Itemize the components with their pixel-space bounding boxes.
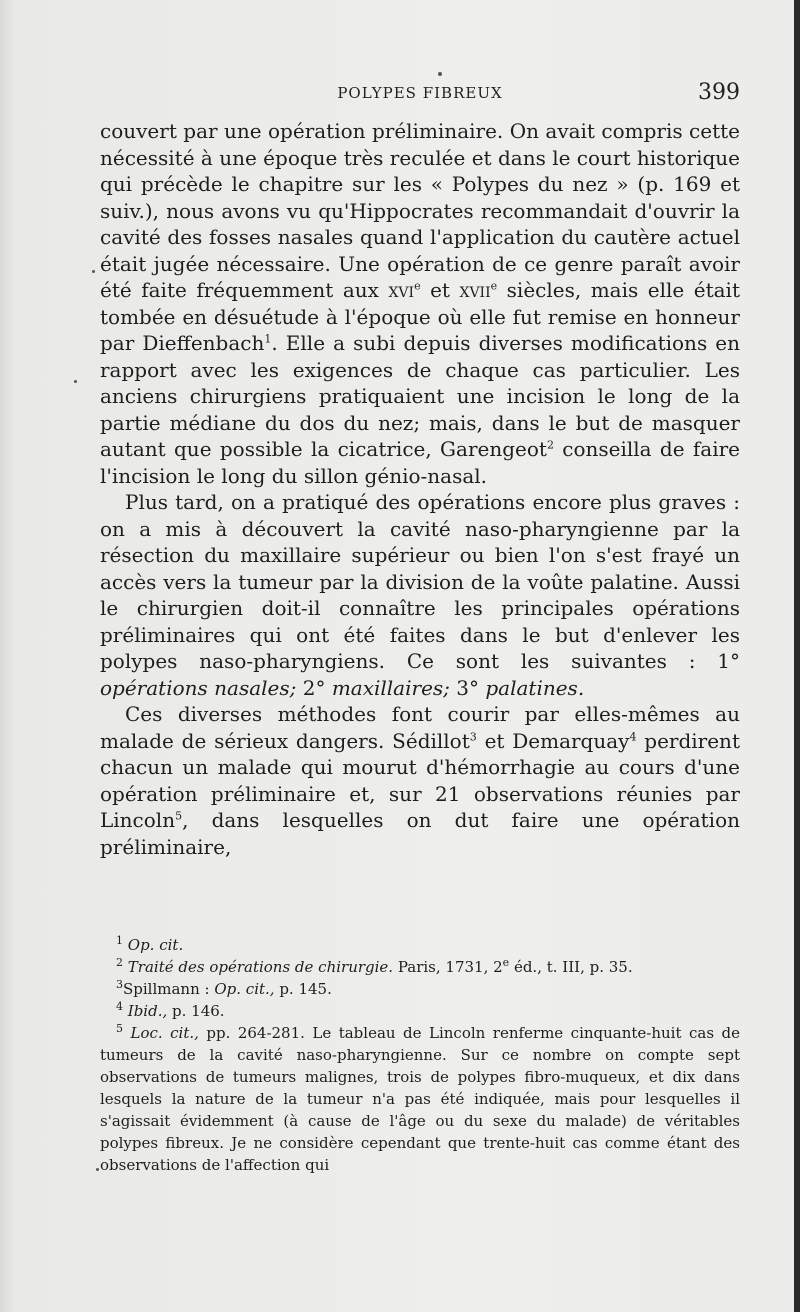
- footnote-3: $^3$Spillmann : Op. cit., p. 145.: [116, 978, 332, 998]
- footnote-1: $^1$ Op. cit.: [116, 934, 184, 954]
- page-number: 399: [698, 80, 740, 105]
- paragraph-1: couvert par une opération préliminaire. On avait compris cette nécessité à une époque très reculée et dans le court historique qui précède le chapitre sur les « Polypes du nez » (p. 169 et suiv.), nous avons vu qu'Hippocrates recommandait d'ouvrir la cavité des fosses nasales quand l'application du cautère actuel était jugée nécessaire. Une opération de ce genre paraît avoir été faite fréquemment aux xvi$^e$ et xvii$^e$ siècles, mais elle était tombée en désuétude à l'époque où elle fut remise en honneur par Dieffenbach$^1$. Elle a subi depuis diverses modifications en rapport avec les exigences de chaque cas particulier. Les anciens chirurgiens pratiquaient une incision le long de la partie médiane du dos du nez; mais, dans le but de masquer autant que possible la cicatrice, Garengeot$^2$ conseilla de faire l'incision le long du sillon génio-nasal.: [100, 119, 740, 488]
- ink-speck: [96, 1168, 99, 1171]
- running-title: POLYPES FIBREUX: [337, 84, 503, 102]
- footnotes: [100, 934, 740, 1176]
- footnote-ref-5: 5: [175, 809, 183, 823]
- ink-speck: [438, 72, 442, 76]
- footnote-5: $^5$ Loc. cit., pp. 264-281. Le tableau de Lincoln renferme cinquante-huit cas de tumeurs de la cavité naso-pharyngienne. Sur ce nombre on compte sept observations de tumeurs malignes, trois de polypes fibro-muqueux, et dix dans lesquels la nature de la tumeur n'a pas été indiquée, mais pour lesquelles il s'agissait évidemment (à cause de l'âge ou du sexe du malade) de véritables polypes fibreux. Je ne considère cependant que trente-huit cas comme étant des observations de l'affection qui: [100, 1022, 740, 1174]
- main-text: [100, 118, 740, 860]
- ink-speck: [92, 270, 95, 273]
- footnote-ref-1: 1: [264, 332, 272, 346]
- paragraph-3: Ces diverses méthodes font courir par elles-mêmes au malade de sérieux dangers. Sédillot$^3$ et Demarquay$^4$ perdirent chacun un malade qui mourut d'hémorrhagie au cours d'une opération préliminaire et, sur 21 observations réunies par Lincoln$^5$, dans lesquelles on dut faire une opération préliminaire,: [100, 702, 740, 859]
- footnote-ref-2: 2: [546, 438, 554, 452]
- page-header: [100, 80, 740, 108]
- ink-speck: [74, 380, 77, 383]
- paragraph-2: Plus tard, on a pratiqué des opérations encore plus graves : on a mis à découvert la cavité naso-pharyngienne par la résection du maxillaire supérieur ou bien l'on s'est frayé un accès vers la tumeur par la division de la voûte palatine. Aussi le chirurgien doit-il connaître les principales opérations préliminaires qui ont été faites dans le but d'enlever les polypes naso-pharyngiens. Ce sont les suivantes : 1° opérations nasales; 2° maxillaires; 3° palatines.: [100, 490, 740, 700]
- footnote-ref-3: 3: [469, 729, 477, 743]
- footnote-ref-4: 4: [629, 729, 637, 743]
- footnote-4: $^4$ Ibid., p. 146.: [116, 1000, 225, 1020]
- footnote-2: $^2$ Traité des opérations de chirurgie. Paris, 1731, 2e éd., t. III, p. 35.: [116, 956, 633, 976]
- page-edge-shadow: [794, 0, 800, 1312]
